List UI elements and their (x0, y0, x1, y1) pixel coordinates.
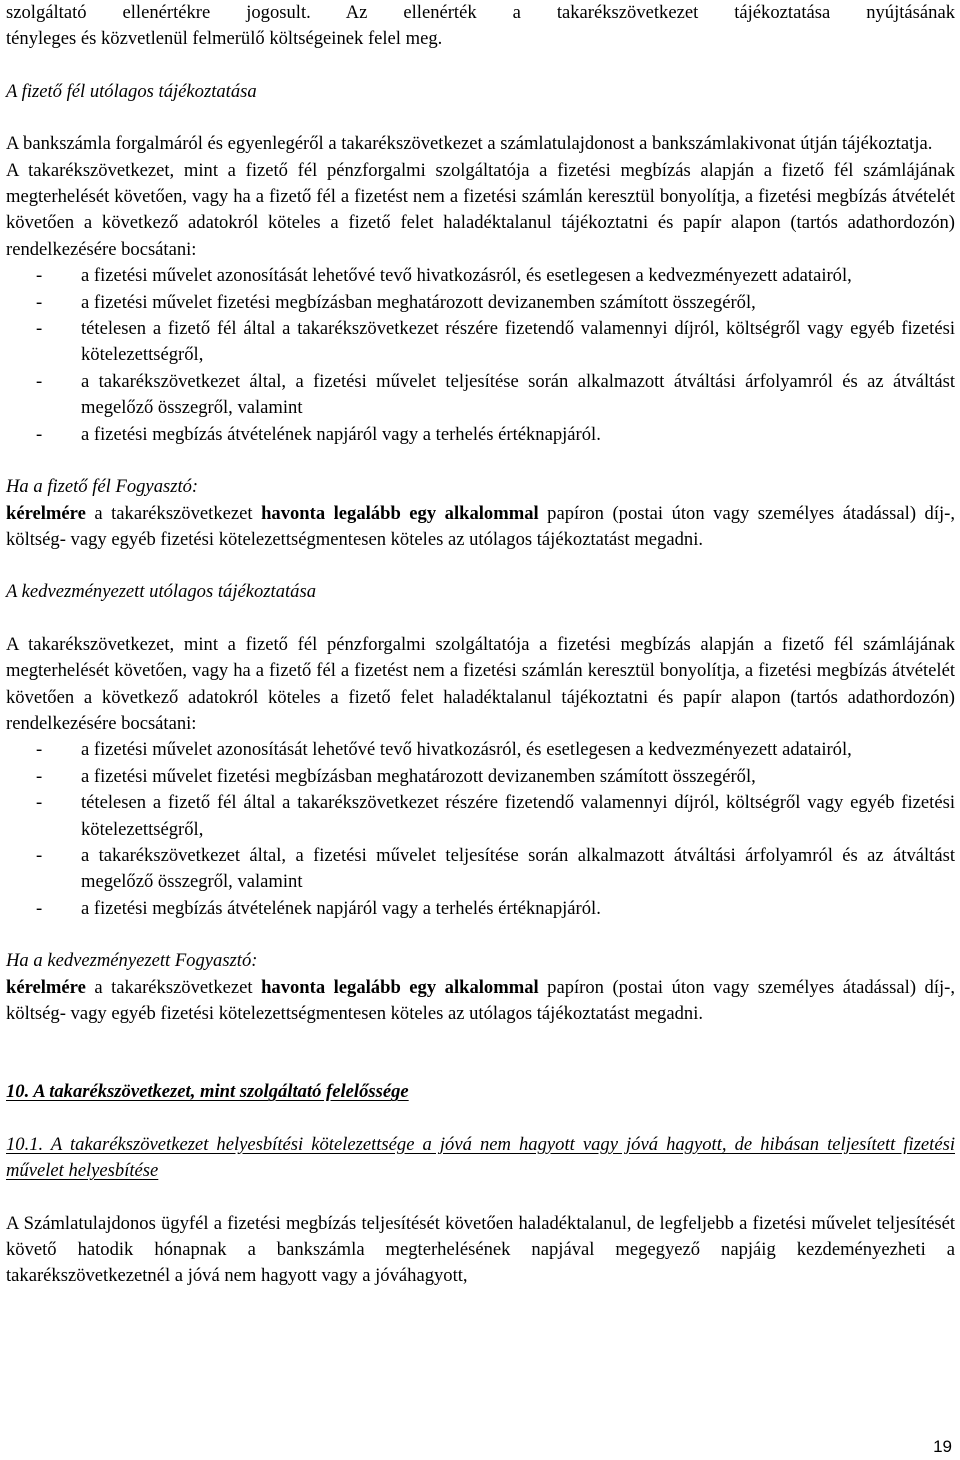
payer-info-list (6, 263, 955, 448)
list-item: - a takarékszövetkezet által, a fizetési művelet teljesítése során alkalmazott átváltási árfolyamról és az átváltást megelőző összegről, valamint (6, 843, 955, 896)
list-item: - tételesen a fizető fél által a takarékszövetkezet részére fizetendő valamennyi díjról, költségről vagy egyéb fizetési kötelezettségről, (6, 316, 955, 369)
paragraph-payee-intro: A takarékszövetkezet, mint a fizető fél pénzforgalmi szolgáltatója a fizetési megbízás alapján a fizető fél számlájának megterhelését követően, vagy ha a fizető fél a fizetést nem a fizetési számlán keresztül bonyolítja, a fizetési megbízás átvételét követően a következő adatokról köteles a fizető felet haladéktalanul tájékoztatni és papír alapon (tartós adathordozón) rendelkezésére bocsátani: (6, 633, 955, 734)
paragraph-consumer-payee (6, 975, 955, 1028)
text-fragment: a takarékszövetkezet (85, 976, 262, 998)
bold-request: kérelmére (6, 502, 86, 524)
section-heading-payer: A fizető fél utólagos tájékoztatása (6, 80, 257, 102)
paragraph-continuation-line1: szolgáltató ellenértékre jogosult. Az ellenérték a takarékszövetkezet tájékoztatása nyújtásának (6, 2, 955, 23)
subsection-heading-10-1 (6, 1132, 955, 1185)
text-fragment: papíron (postai úton vagy személyes átadással) díj-, költség- vagy egyéb fizetési kötelezettségmentesen köteles az utólagos tájékoztatást megadni. (6, 976, 955, 1024)
list-item: - a fizetési művelet fizetési megbízásban meghatározott devizanemben számított összegéről, (6, 764, 955, 790)
consumer-heading-payer: Ha a fizető fél Fogyasztó: (6, 476, 199, 498)
list-item: - tételesen a fizető fél által a takarékszövetkezet részére fizetendő valamennyi díjról, költségről vagy egyéb fizetési kötelezettségről, (6, 790, 955, 843)
page-number: 19 (933, 1437, 952, 1456)
section-heading-10-text: 10. A takarékszövetkezet, mint szolgáltató felelőssége (6, 1081, 409, 1103)
payee-info-list (6, 737, 955, 922)
paragraph-10-1-body: A Számlatulajdonos ügyfél a fizetési megbízás teljesítését követően haladéktalanul, de legfeljebb a fizetési művelet teljesítését követő hatodik hónapnak a bankszámla megterhelésének napjával megegyező napjáig kezdeményezheti a takarékszövetkezetnél a jóvá nem hagyott vagy a jóváhagyott, (6, 1212, 955, 1287)
section-heading-10 (6, 1079, 955, 1105)
section-heading-payee: A kedvezményezett utólagos tájékoztatása (6, 581, 316, 603)
list-item: - a fizetési megbízás átvételének napjáról vagy a terhelés értéknapjáról. (6, 422, 955, 448)
paragraph-bank-statement: A bankszámla forgalmáról és egyenlegéről a takarékszövetkezet a számlatulajdonost a bankszámlakivonat útján tájékoztatja. (6, 133, 933, 155)
paragraph-payer-intro: A takarékszövetkezet, mint a fizető fél pénzforgalmi szolgáltatója a fizetési megbízás alapján a fizető fél számlájának megterhelését követően, vagy ha a fizető fél a fizetést nem a fizetési számlán keresztül bonyolítja, a fizetési megbízás átvételét követően a következő adatokról köteles a fizető felet haladéktalanul tájékoztatni és papír alapon (tartós adathordozón) rendelkezésére bocsátani: (6, 159, 955, 260)
list-item: - a fizetési művelet azonosítását lehetővé tevő hivatkozásról, és esetlegesen a kedvezményezett adatairól, (6, 263, 955, 289)
text-fragment: papíron (postai úton vagy személyes átadással) díj-, költség- vagy egyéb fizetési kötelezettségmentesen köteles az utólagos tájékoztatást megadni. (6, 502, 955, 550)
list-item: - a takarékszövetkezet által, a fizetési művelet teljesítése során alkalmazott átváltási árfolyamról és az átváltást megelőző összegről, valamint (6, 369, 955, 422)
bold-frequency: havonta legalább egy alkalommal (261, 502, 539, 524)
bold-frequency: havonta legalább egy alkalommal (261, 976, 539, 998)
list-item: - a fizetési művelet azonosítását lehetővé tevő hivatkozásról, és esetlegesen a kedvezményezett adatairól, (6, 737, 955, 763)
subsection-heading-10-1-text: 10.1. A takarékszövetkezet helyesbítési kötelezettsége a jóvá nem hagyott vagy jóvá hagyott, de hibásan teljesített fizetési művelet helyesbítése (6, 1133, 955, 1182)
paragraph-consumer-payer (6, 501, 955, 554)
list-item: - a fizetési művelet fizetési megbízásban meghatározott devizanemben számított összegéről, (6, 290, 955, 316)
consumer-heading-payee: Ha a kedvezményezett Fogyasztó: (6, 950, 258, 972)
text-fragment: a takarékszövetkezet (85, 502, 262, 524)
paragraph-continuation-line2: tényleges és közvetlenül felmerülő költségeinek felel meg. (6, 28, 443, 50)
bold-request: kérelmére (6, 976, 86, 998)
document-page (6, 0, 955, 1290)
list-item: - a fizetési megbízás átvételének napjáról vagy a terhelés értéknapjáról. (6, 896, 955, 922)
